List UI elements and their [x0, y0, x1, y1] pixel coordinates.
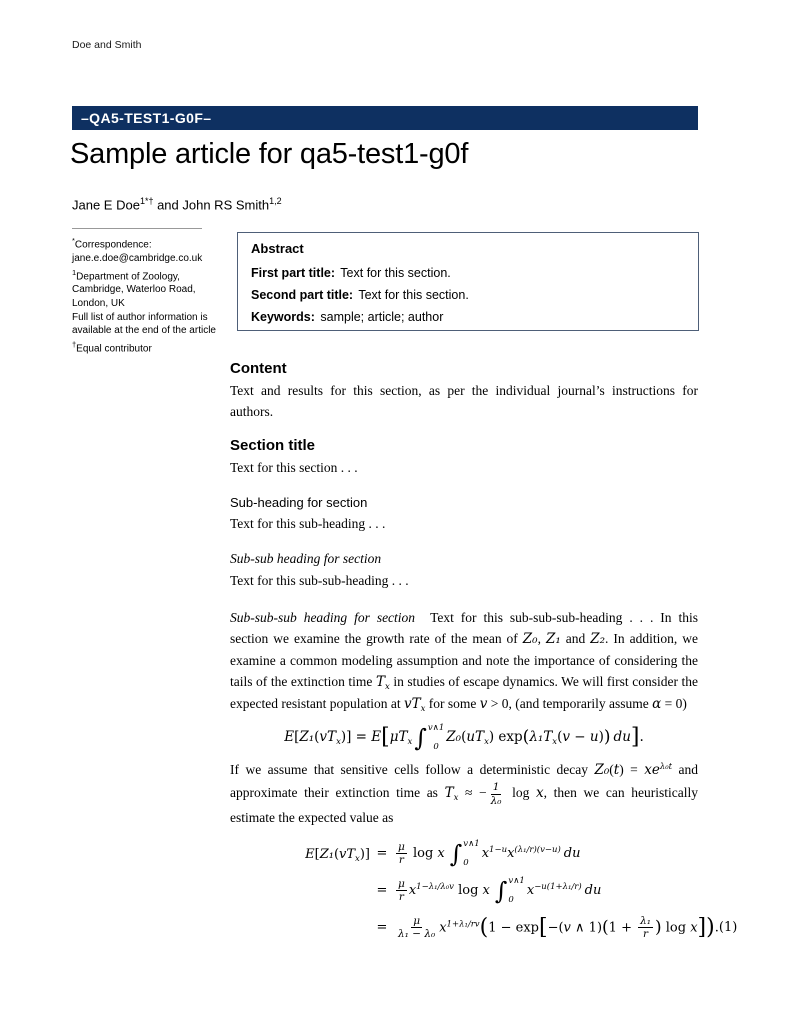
content-text: Text and results for this section, as per the individual journal’s instructions for authors.: [230, 383, 698, 419]
abstract-row: Second part title: Text for this section.: [251, 288, 469, 302]
fraction: $\frac{\mu}{r}$: [398, 840, 405, 867]
section-heading: Section title: [230, 437, 316, 454]
fraction: $\frac{\text{λ₁}}{r}$: [640, 914, 651, 941]
fraction: $\frac{\mu}{r}$: [398, 877, 405, 904]
abstract-box: [237, 232, 699, 331]
banner-label: –QA5-TEST1-G0F–: [81, 110, 212, 126]
equation-line: = $\frac{\mu}{\text{λ₁ − λ₀}}$ $x^{1+\lambda_1/rv}(1 - \exp[-(v$ ∧ 1)(1 + $\frac{\text{λ₁}}{r}$ ) log x]). (1): [376, 914, 738, 941]
correspondence-sidebar: [72, 228, 228, 356]
article-body: [230, 360, 738, 946]
sidebar-line: †Equal contributor: [72, 339, 152, 355]
author-2-affiliations: 1,2: [269, 196, 282, 206]
fraction: $\frac{1}{\text{λ₀}}$: [490, 781, 502, 807]
abstract-row-label: Second part title:: [251, 288, 354, 302]
sidebar-line: Full list of author information is: [72, 311, 208, 323]
display-equation: $E[Z_1(vT_x)] = E[\mu T_x$ ∫ v∧1 0 $Z_0(uT_x) \exp(\lambda_1T_x(v - u))$ du].: [284, 723, 644, 752]
abstract-row-label: First part title:: [251, 266, 336, 280]
running-head: Doe and Smith: [72, 39, 142, 51]
equation-line: $E[Z_1(vT_x)]$ = $\frac{\mu}{r}$ log x ∫ v∧1 0 $x^{1-u}x^{(\lambda_1/r)(v-u)}$ du: [305, 839, 581, 868]
sidebar-line: available at the end of the article: [72, 325, 216, 337]
authors-separator: and: [153, 197, 183, 213]
sidebar-line: jane.e.doe@cambridge.co.uk: [72, 252, 203, 264]
article-title: Sample article for qa5-test1-g0f: [70, 138, 469, 170]
abstract-row: First part title: Text for this section.: [251, 266, 451, 280]
sub-heading: Sub-heading for section: [230, 495, 368, 510]
author-1: Jane E Doe: [72, 197, 140, 213]
sidebar-rule: [72, 228, 202, 229]
fraction: $\frac{\mu}{\text{λ₁ − λ₀}}$: [398, 914, 436, 941]
subsub-heading-text: Text for this sub-sub-heading . . .: [230, 573, 409, 588]
integral: ∫ v∧1 0: [414, 723, 445, 752]
sidebar-line: *Correspondence:: [72, 236, 152, 251]
sidebar-line: London, UK: [72, 298, 125, 310]
sidebar-line: $^1$Department of Zoology,: [72, 267, 180, 282]
section-text: Text for this section . . .: [230, 460, 358, 475]
abstract-row-label: Keywords:: [251, 310, 315, 324]
sub-heading-text: Text for this sub-heading . . .: [230, 516, 386, 531]
abstract-title: Abstract: [251, 241, 304, 256]
integral: ∫ v∧1 0: [494, 876, 525, 905]
subsubsub-paragraph: Sub-sub-sub heading for section Text for this sub-sub-sub-heading . . . In this section we examine the growth rate of the mean of Z₀, Z₁ and Z₂. In addition, we examine a common modeling assumption and note the importance of considering the tails of the extinction time $T_x$ in studies of escape dynamics. We will first consider the expected resistant population at $vT_x$ for some v > 0, (and temporarily assume α = 0): [230, 610, 698, 714]
authors-line: [72, 196, 282, 212]
runin-heading: Sub-sub-sub heading for section: [230, 610, 416, 625]
decay-paragraph: If we assume that sensitive cells follow a deterministic decay $Z_0(t) = xe^{\lambda_0t}$ and approximate their extinction time as $T_x$ ≈ − $\frac{1}{\text{λ₀}}$ log x, then we can heuristically estimate the expected value as: [230, 762, 698, 826]
article-type-banner: [72, 106, 698, 130]
abstract-rows: [251, 266, 685, 324]
equation-number: (1): [718, 920, 738, 936]
sidebar-lines: [72, 234, 228, 356]
abstract-row: Keywords: sample; article; author: [251, 310, 444, 324]
content-heading: Content: [230, 360, 287, 377]
subsub-heading: Sub-sub heading for section: [230, 551, 382, 566]
author-2: John RS Smith: [182, 197, 270, 213]
author-1-affiliations: 1*†: [139, 196, 154, 206]
aligned-equations: [230, 835, 738, 946]
equation-line: = $\frac{\mu}{r}$ $x^{1-\lambda_1/\lambda_0v}$ log x ∫ v∧1 0 $x^{-u(1+\lambda_1/r)}$ du: [376, 876, 602, 905]
integral: ∫ v∧1 0: [449, 839, 480, 868]
sidebar-line: Cambridge, Waterloo Road,: [72, 284, 196, 296]
